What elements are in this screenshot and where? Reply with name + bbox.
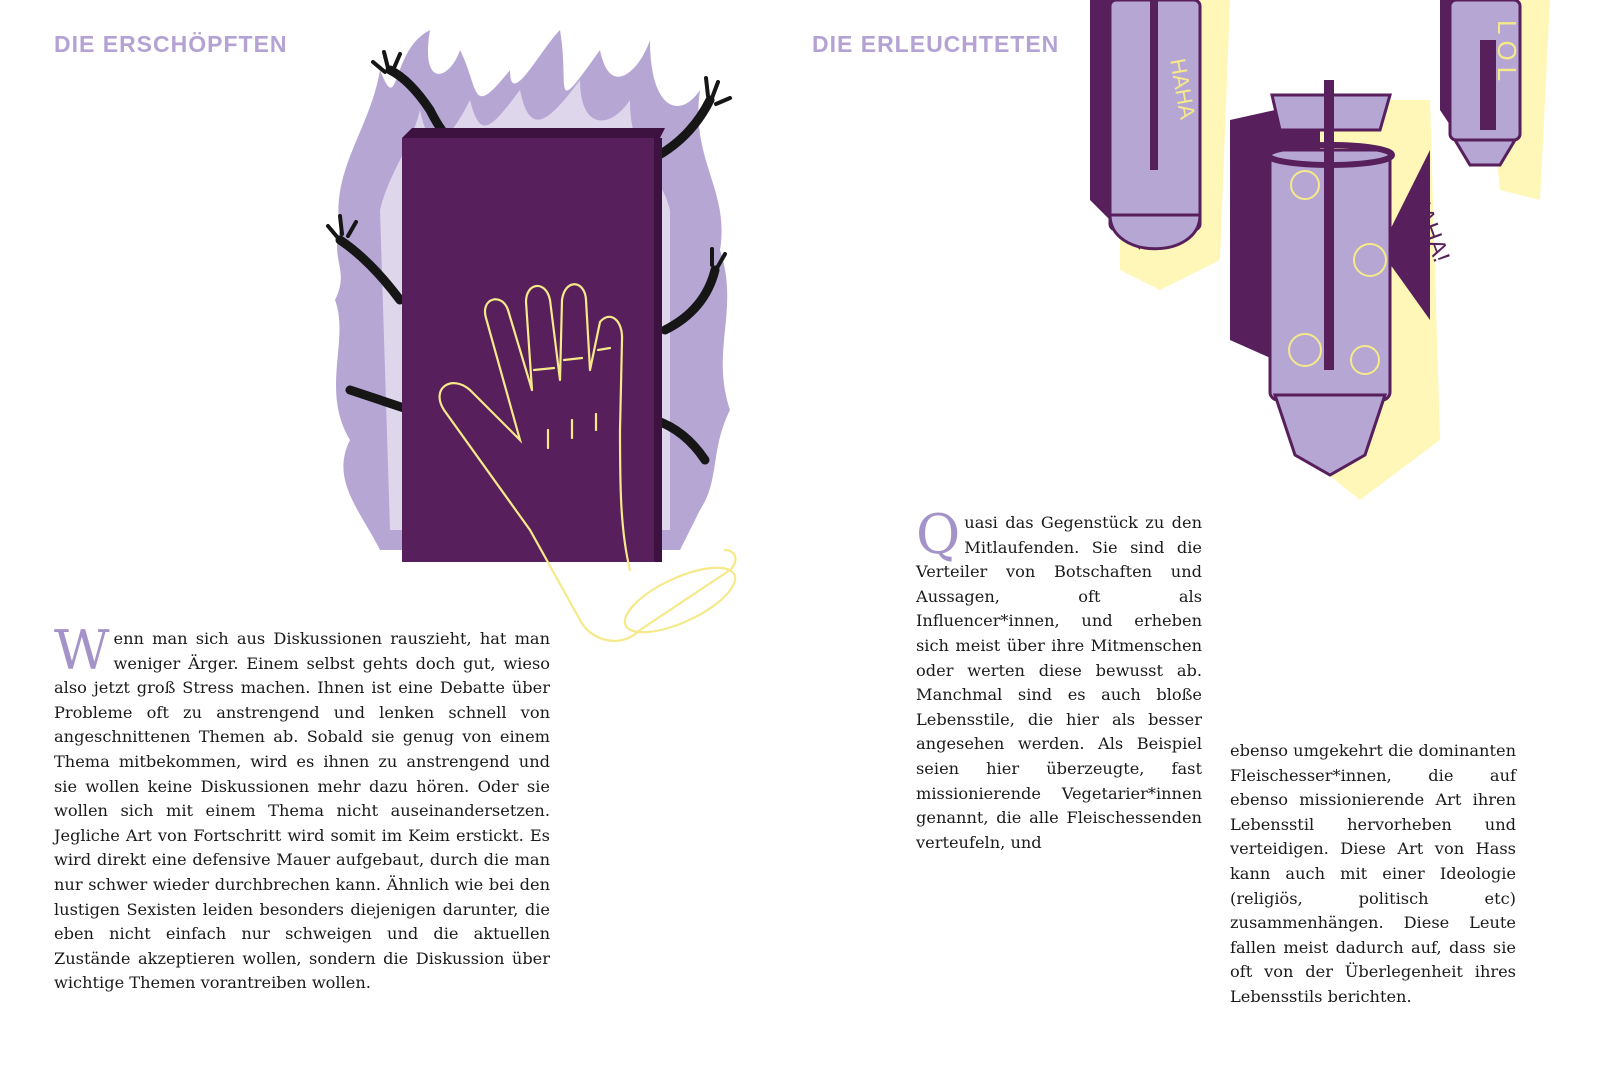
bomb-left [1090,0,1200,250]
door-edge [654,138,662,562]
right-body-col1: Quasi das Gegenstück zu den Mitlaufenden. Sie sind die Verteiler von Botschaften und Aussagen, oft als Influencer*innen, und erheben sich meist über ihre Mitmenschen oder werten diese bewusst ab. Manchmal sind es auch bloße Lebensstile, die hier als besser angesehen werden. Als Beispiel seien hier überzeugte, fast missionierende Vegetarier*innen genannt, die alle Fleischessenden verteufeln, und [916,503,1202,852]
bombs-illustration [1080,0,1550,500]
right-heading: DIE ERLEUCHTETEN [812,31,1060,57]
door-frame [402,128,665,138]
right-body-col2: ebenso umgekehrt die dominanten Fleischesser*innen, die auf ebenso missionierende Art ihren Lebensstil hervorheben und verteidigen. Diese Art von Hass kann auch mit einer Ideologie (religiös, politisch etc) zusammenhängen. Diese Leute fallen meist dadurch auf, dass sie oft von der Überlegenheit ihres Lebensstils berichten. [1230,741,1516,1006]
door-flames-illustration [320,10,750,650]
bomb-small [1440,0,1522,165]
left-heading: DIE ERSCHÖPFTEN [54,31,288,57]
right-dropcap: Q [916,503,961,566]
bomb-large-label: HAHA! [1404,187,1455,266]
left-body-text: Wenn man sich aus Diskussionen rauszieht, hat man weniger Ärger. Einem selbst gehts doch gut, wieso also jetzt groß Stress machen. Ihnen ist eine Debatte über Probleme oft zu anstrengend und lenken schnell von angeschnittenen Themen ab. Sobald sie genug von einem Thema mitbekommen, wird es ihnen zu anstrengend und sie wollen keine Diskussionen mehr dazu hören. Oder sie wollen sich mit einem Thema nicht auseinandersetzen. Jegliche Art von Fortschritt wird somit im Keim erstickt. Es wird direkt eine defensive Mauer aufgebaut, durch die man nur schwer wieder durchbrechen kann. Ähnlich wie bei den lustigen Sexisten leiden besonders diejenigen darunter, die eben nicht einfach nur schweigen und die aktuellen Zustände akzeptieren wollen, sondern die Diskussion über wichtige Themen vorantreiben wollen. [54,619,550,993]
bomb-small-label: LOL [1492,20,1522,88]
left-dropcap: W [54,619,110,682]
bomb-left-label: HAHA [1165,56,1201,122]
